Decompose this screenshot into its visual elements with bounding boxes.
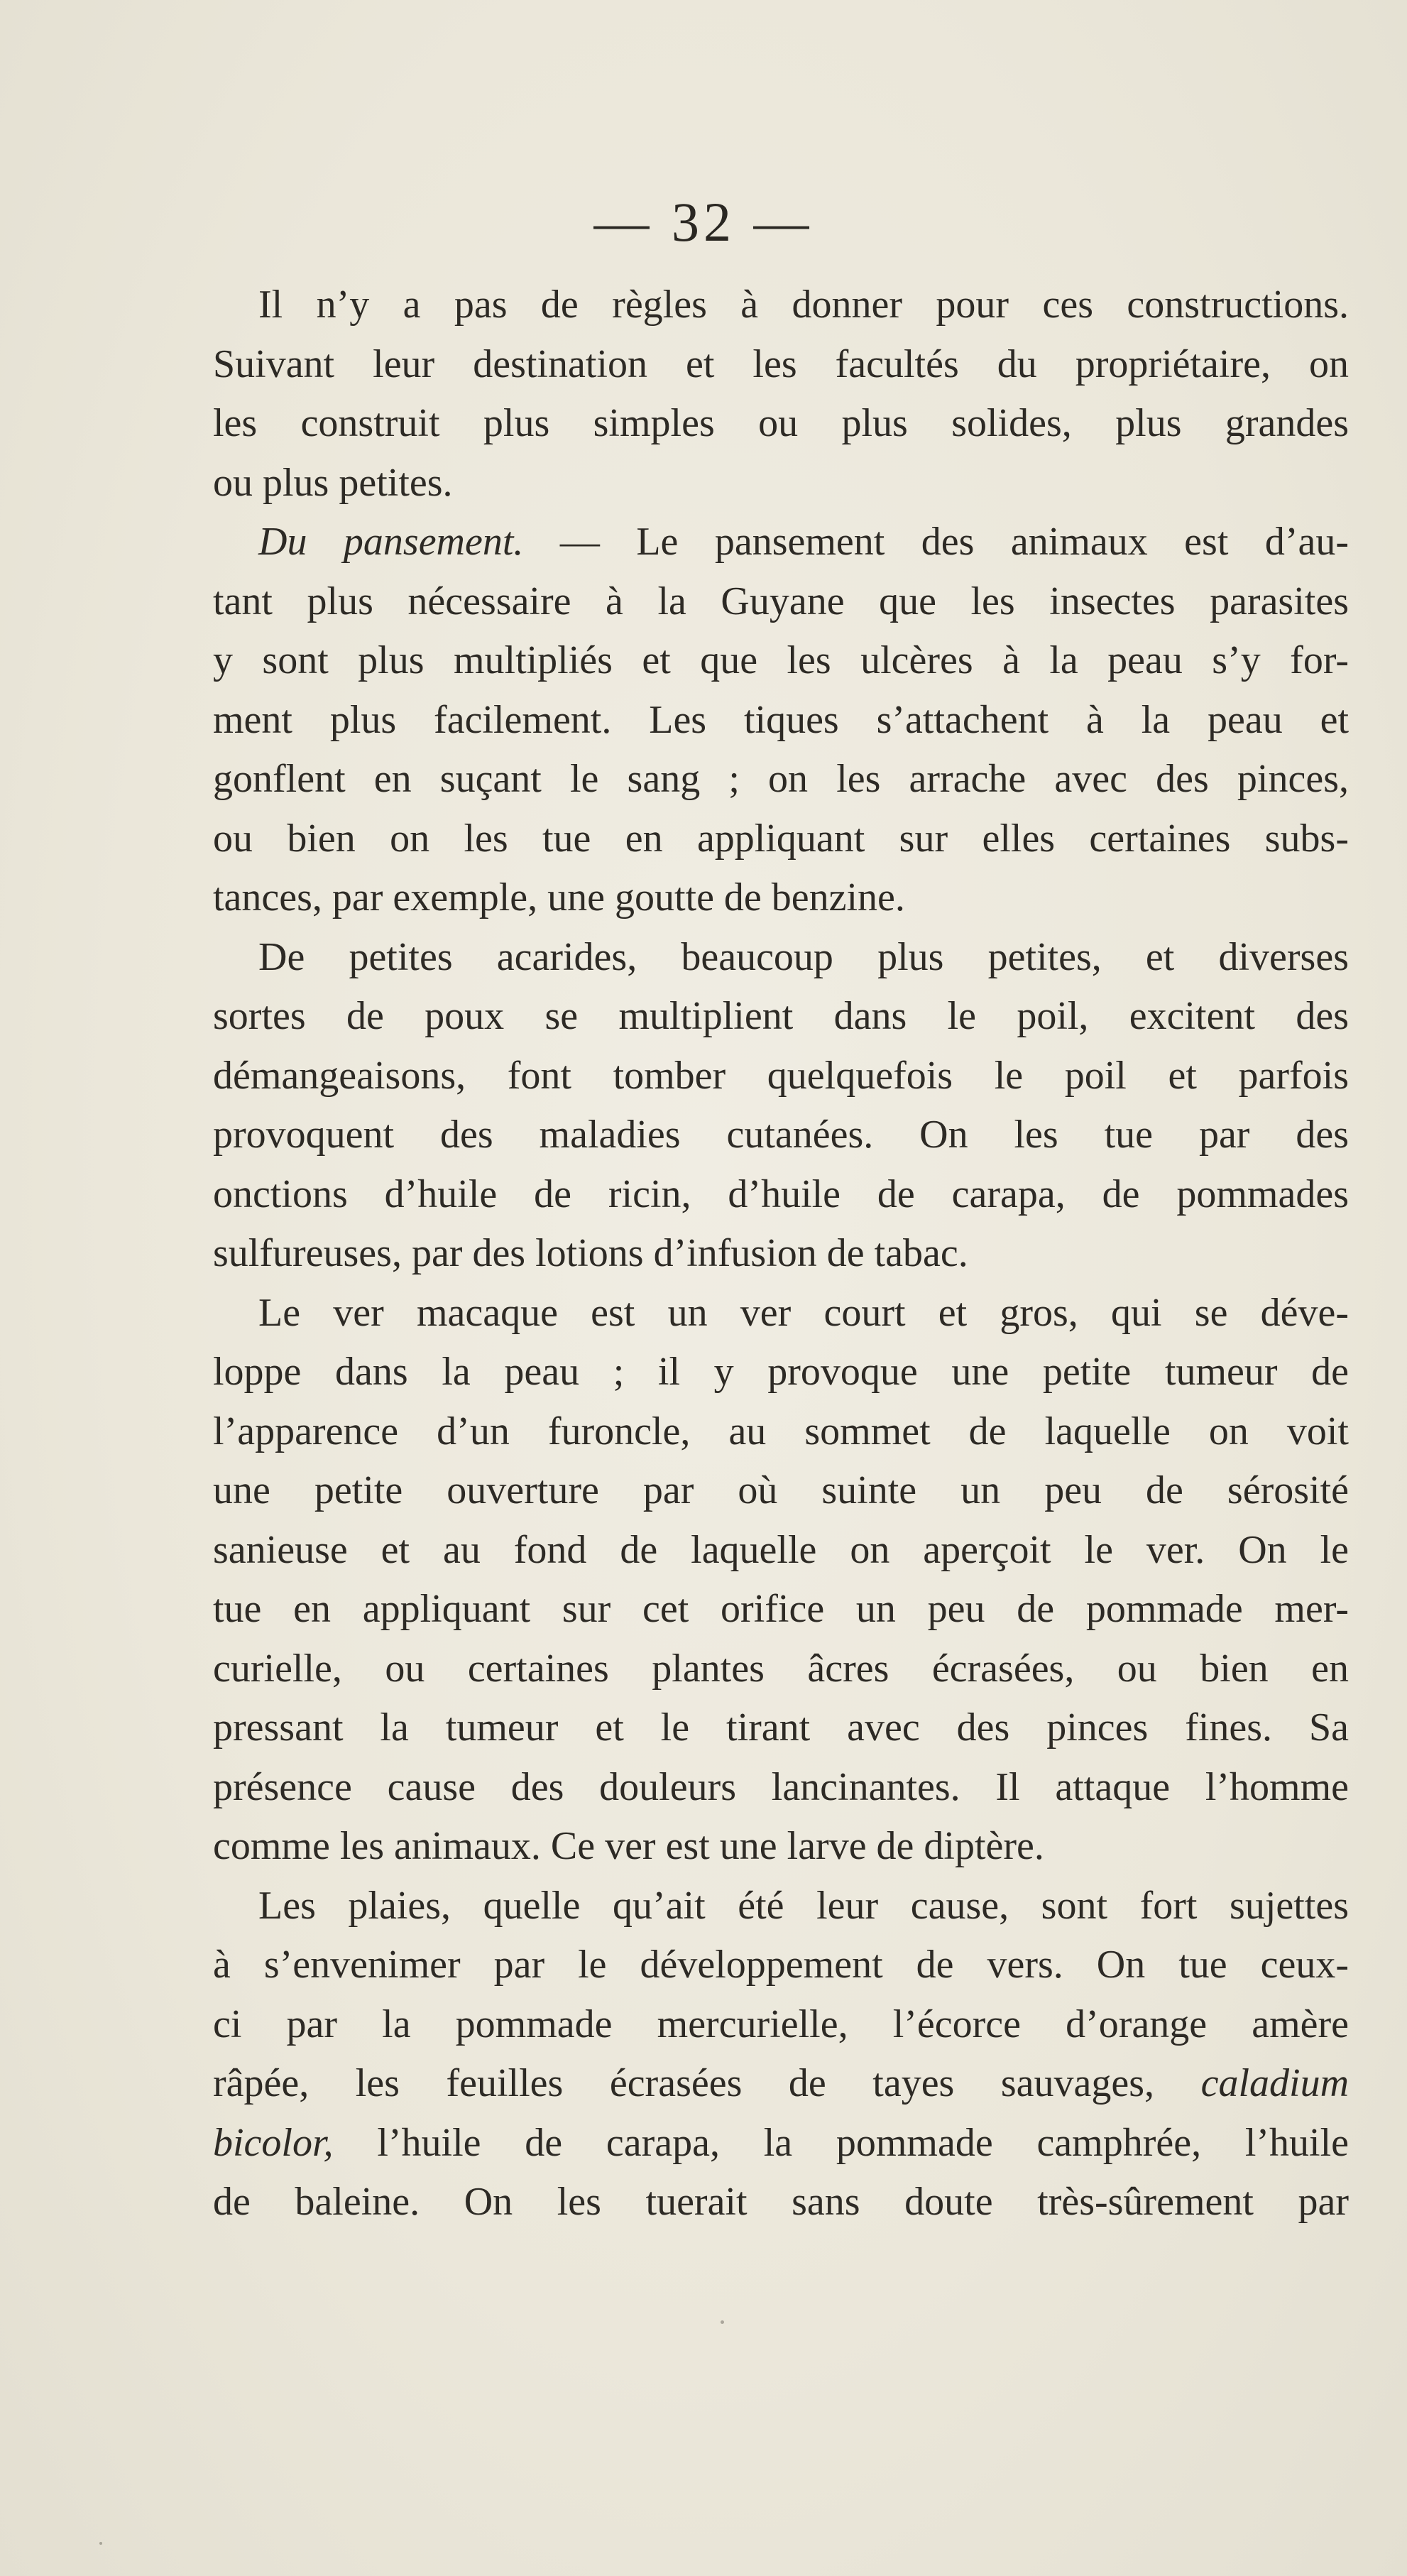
body-text xyxy=(213,275,1349,2232)
text-line: tue en appliquant sur cet orifice un peu de pommade mer- xyxy=(213,1587,1349,1631)
text-line: tances, par exemple, une goutte de benzine. xyxy=(213,875,905,919)
text-line: comme les animaux. Ce ver est une larve de diptère. xyxy=(213,1824,1044,1868)
text-line: sortes de poux se multiplient dans le poil, excitent des xyxy=(213,994,1349,1038)
text-line: de baleine. On les tuerait sans doute très-sûrement par xyxy=(213,2180,1349,2224)
italic-term: caladium xyxy=(1200,2061,1349,2105)
text-line: y sont plus multipliés et que les ulcères à la peau s’y for- xyxy=(213,638,1349,682)
section-heading: Du pansement. xyxy=(258,520,524,564)
text-line: sulfureuses, par des lotions d’infusion de tabac. xyxy=(213,1231,968,1275)
text-line: sanieuse et au fond de laquelle on aperçoit le ver. On le xyxy=(213,1527,1349,1572)
paper-speck xyxy=(99,2542,102,2545)
text-line: pressant la tumeur et le tirant avec des pinces fines. Sa xyxy=(213,1705,1349,1750)
text-line: provoquent des maladies cutanées. On les tue par des xyxy=(213,1113,1349,1157)
text-line xyxy=(213,513,1349,572)
italic-term: bicolor, xyxy=(213,2120,334,2165)
text-line: une petite ouverture par où suinte un peu de sérosité xyxy=(213,1468,1349,1512)
text-line: ou bien on les tue en appliquant sur elles certaines subs- xyxy=(213,816,1349,861)
text-line: à s’envenimer par le développement de vers. On tue ceux- xyxy=(213,1943,1349,1987)
text-line xyxy=(213,2054,1349,2114)
text-line: démangeaisons, font tomber quelquefois le poil et parfois xyxy=(213,1053,1349,1098)
paper-speck xyxy=(721,2320,724,2324)
text-line: ci par la pommade mercurielle, l’écorce d’orange amère xyxy=(213,2002,1349,2046)
text-line: loppe dans la peau ; il y provoque une petite tumeur de xyxy=(213,1350,1349,1394)
text-line: curielle, ou certaines plantes âcres écrasées, ou bien en xyxy=(213,1646,1349,1691)
text-line: tant plus nécessaire à la Guyane que les insectes parasites xyxy=(213,579,1349,623)
text-line: Suivant leur destination et les facultés du propriétaire, on xyxy=(213,342,1349,386)
text-line xyxy=(213,2114,1349,2173)
text-segment: l’huile de carapa, la pommade camphrée, l’huile xyxy=(377,2120,1349,2165)
text-line: De petites acarides, beaucoup plus petites, et diverses xyxy=(258,934,1349,979)
text-line: l’apparence d’un furoncle, au sommet de laquelle on voit xyxy=(213,1409,1349,1453)
text-segment: râpée, les feuilles écrasées de tayes sauvages, xyxy=(213,2061,1155,2105)
text-line: Il n’y a pas de règles à donner pour ces constructions. xyxy=(258,283,1349,327)
text-line: présence cause des douleurs lancinantes. Il attaque l’homme xyxy=(213,1764,1349,1809)
text-line: Le ver macaque est un ver court et gros, qui se déve- xyxy=(258,1290,1349,1335)
text-line: ou plus petites. xyxy=(213,460,453,505)
text-line: gonflent en suçant le sang ; on les arrache avec des pinces, xyxy=(213,757,1349,801)
text-line: ment plus facilement. Les tiques s’attachent à la peau et xyxy=(213,697,1349,742)
text-segment: — Le pansement des animaux est d’au- xyxy=(559,520,1349,564)
text-line: les construit plus simples ou plus solides, plus grandes xyxy=(213,401,1349,445)
page-number: — 32 — xyxy=(593,191,814,253)
text-line: onctions d’huile de ricin, d’huile de carapa, de pommades xyxy=(213,1172,1349,1216)
text-line: Les plaies, quelle qu’ait été leur cause, sont fort sujettes xyxy=(258,1883,1349,1928)
